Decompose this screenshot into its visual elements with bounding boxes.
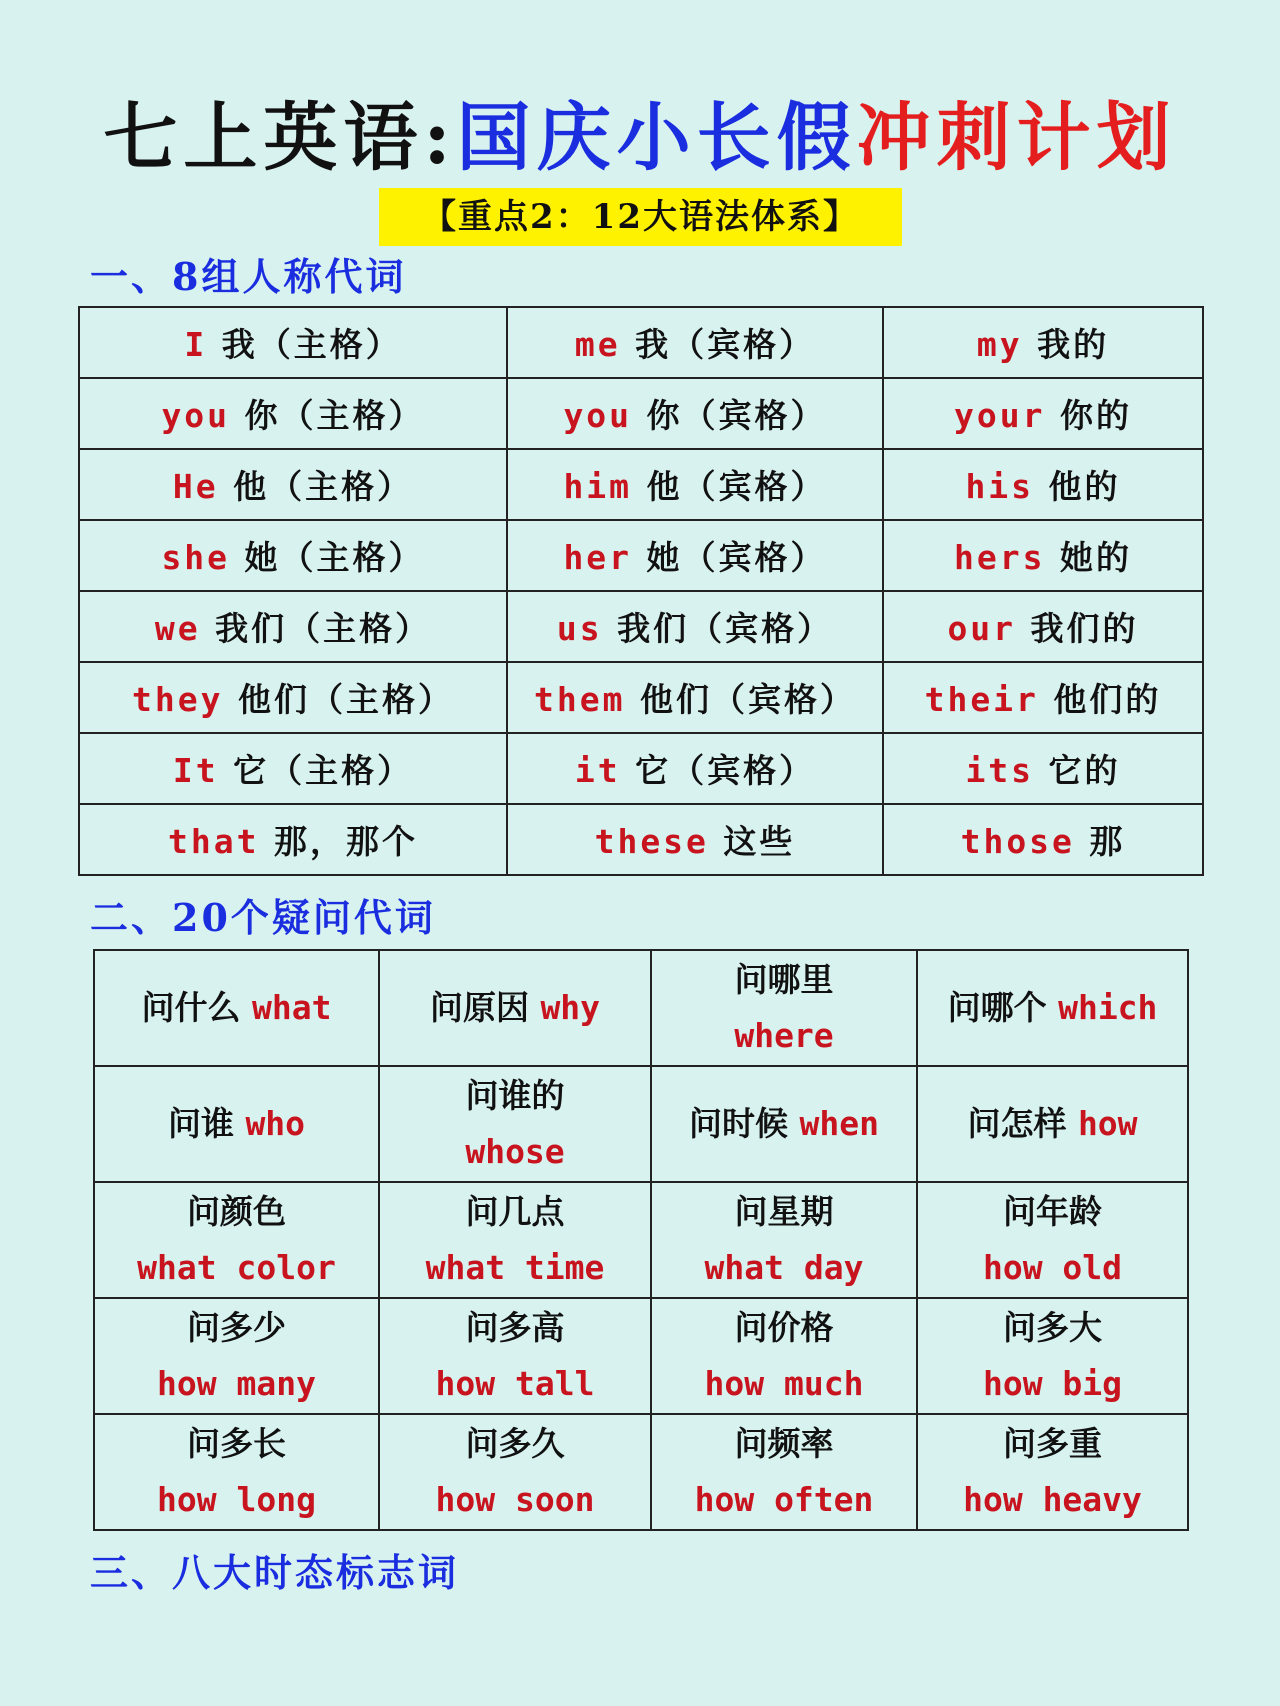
question-english: where	[734, 1016, 834, 1055]
table-row	[79, 449, 1203, 520]
pronoun-chinese: 那，那个	[273, 822, 418, 861]
pronoun-english: my	[976, 325, 1023, 364]
pronoun-chinese: 她（主格）	[244, 538, 425, 577]
table-row	[79, 733, 1203, 804]
question-chinese: 问多久	[465, 1424, 565, 1463]
section-heading-question-words: 二、20个疑问代词	[90, 895, 436, 940]
pronoun-english: our	[947, 609, 1017, 648]
pronoun-chinese: 他们（主格）	[237, 680, 454, 719]
pronoun-chinese: 他（宾格）	[646, 467, 827, 506]
title-part-black: 七上英语:	[103, 95, 457, 181]
question-chinese: 问多长	[187, 1424, 286, 1463]
pronoun-chinese: 我们的	[1030, 609, 1139, 648]
question-english: what day	[704, 1248, 864, 1287]
pronoun-chinese: 你（主格）	[244, 396, 425, 435]
question-word-cell	[379, 1066, 651, 1182]
question-chinese: 问多高	[465, 1308, 565, 1347]
table-row	[94, 950, 1188, 1066]
section-heading-pronouns: 一、8组人称代词	[90, 254, 407, 299]
question-word-cell	[94, 1414, 379, 1530]
question-english: how many	[157, 1364, 316, 1403]
pronoun-cell	[79, 520, 507, 591]
pronoun-cell	[507, 804, 883, 875]
question-chinese: 问时候	[689, 1104, 788, 1143]
pronoun-english: us	[556, 609, 603, 648]
pronoun-chinese: 他们的	[1053, 680, 1162, 719]
question-chinese: 问价格	[734, 1308, 834, 1347]
pronoun-chinese: 那	[1089, 822, 1126, 861]
pronoun-chinese: 他（主格）	[233, 467, 414, 506]
pronoun-english: it	[574, 751, 621, 790]
table-row	[79, 307, 1203, 378]
pronoun-cell	[883, 449, 1203, 520]
question-word-cell	[651, 1414, 917, 1530]
pronoun-english: He	[172, 467, 219, 506]
table-row	[94, 1066, 1188, 1182]
question-chinese: 问几点	[465, 1192, 565, 1231]
pronoun-chinese: 它（主格）	[233, 751, 414, 790]
pronoun-cell	[507, 591, 883, 662]
pronoun-cell	[507, 662, 883, 733]
question-chinese: 问多少	[187, 1308, 286, 1347]
question-word-cell	[917, 1066, 1188, 1182]
question-english: how long	[157, 1480, 316, 1519]
question-english: how much	[704, 1364, 864, 1403]
question-english: how often	[694, 1480, 874, 1519]
pronoun-english: them	[534, 680, 626, 719]
question-english: what time	[425, 1248, 605, 1287]
pronoun-cell	[79, 662, 507, 733]
pronoun-cell	[883, 378, 1203, 449]
question-english: how tall	[435, 1364, 595, 1403]
question-english: how old	[982, 1248, 1123, 1287]
title-part-red: 冲刺计划	[856, 95, 1177, 181]
question-chinese: 问哪里	[734, 960, 834, 999]
question-chinese: 问什么	[141, 988, 241, 1027]
title-part-blue: 国庆小长假	[456, 95, 857, 181]
pronoun-chinese: 他的	[1048, 467, 1121, 506]
question-chinese: 问原因	[429, 988, 529, 1027]
pronoun-cell	[79, 378, 507, 449]
pronoun-cell	[507, 449, 883, 520]
pronoun-chinese: 这些	[723, 822, 796, 861]
pronoun-english: her	[563, 538, 633, 577]
pronoun-english: she	[161, 538, 231, 577]
pronoun-chinese: 他们（宾格）	[639, 680, 856, 719]
pronoun-english: those	[960, 822, 1075, 861]
question-word-cell	[94, 950, 379, 1066]
pronoun-cell	[883, 662, 1203, 733]
pronoun-cell	[79, 591, 507, 662]
question-chinese: 问多重	[1003, 1424, 1102, 1463]
pronoun-chinese: 我（主格）	[221, 325, 402, 364]
pronoun-english: you	[563, 396, 633, 435]
question-word-cell	[651, 950, 917, 1066]
pronoun-chinese: 她（宾格）	[646, 538, 827, 577]
question-word-cell	[94, 1066, 379, 1182]
question-english: how soon	[435, 1480, 595, 1519]
section-heading-tense-markers: 三、八大时态标志词	[90, 1550, 460, 1595]
pronoun-english: we	[154, 609, 201, 648]
pronoun-english: they	[132, 680, 224, 719]
pronoun-cell	[883, 520, 1203, 591]
table-row	[94, 1414, 1188, 1530]
question-word-cell	[379, 1414, 651, 1530]
question-chinese: 问哪个	[947, 988, 1047, 1027]
question-chinese: 问谁	[167, 1104, 234, 1143]
question-word-cell	[917, 1298, 1188, 1414]
question-chinese: 问年龄	[1003, 1192, 1102, 1231]
pronoun-english: him	[563, 467, 633, 506]
question-word-cell	[651, 1298, 917, 1414]
table-row	[79, 378, 1203, 449]
pronoun-english: these	[594, 822, 709, 861]
table-row	[79, 520, 1203, 591]
question-english: what color	[137, 1248, 336, 1287]
question-chinese: 问星期	[734, 1192, 834, 1231]
question-chinese: 问频率	[734, 1424, 834, 1463]
question-english: when	[799, 1104, 879, 1143]
question-chinese: 问多大	[1003, 1308, 1102, 1347]
pronoun-english: me	[574, 325, 621, 364]
question-word-cell	[917, 1182, 1188, 1298]
pronoun-cell	[79, 733, 507, 804]
pronoun-english: his	[965, 467, 1035, 506]
table-row	[79, 591, 1203, 662]
pronoun-cell	[507, 520, 883, 591]
question-word-cell	[379, 1298, 651, 1414]
question-english: how	[1077, 1104, 1138, 1143]
question-word-cell	[94, 1182, 379, 1298]
pronoun-chinese: 它的	[1048, 751, 1121, 790]
question-english: how heavy	[963, 1480, 1142, 1519]
pronoun-english: its	[965, 751, 1035, 790]
pronoun-english: hers	[954, 538, 1046, 577]
question-word-cell	[379, 1182, 651, 1298]
question-chinese: 问怎样	[967, 1104, 1067, 1143]
pronoun-cell	[79, 804, 507, 875]
pronoun-chinese: 它（宾格）	[635, 751, 816, 790]
pronoun-english: It	[172, 751, 219, 790]
question-word-cell	[917, 950, 1188, 1066]
pronoun-cell	[883, 307, 1203, 378]
pronoun-cell	[507, 733, 883, 804]
question-chinese: 问颜色	[187, 1192, 286, 1231]
question-english: why	[540, 988, 601, 1027]
pronoun-chinese: 我们（宾格）	[617, 609, 834, 648]
table-row	[94, 1298, 1188, 1414]
pronoun-english: you	[161, 396, 231, 435]
pronoun-cell	[79, 449, 507, 520]
question-chinese: 问谁的	[465, 1076, 565, 1115]
pronoun-cell	[883, 733, 1203, 804]
pronoun-english: your	[954, 396, 1046, 435]
question-word-cell	[917, 1414, 1188, 1530]
question-word-table	[93, 949, 1189, 1531]
pronoun-cell	[79, 307, 507, 378]
pronoun-cell	[883, 591, 1203, 662]
question-english: which	[1058, 988, 1158, 1027]
question-english: what	[252, 988, 332, 1027]
pronoun-chinese: 我们（主格）	[215, 609, 432, 648]
table-row	[79, 804, 1203, 875]
table-row	[79, 662, 1203, 733]
pronoun-chinese: 我的	[1037, 325, 1110, 364]
question-word-cell	[94, 1298, 379, 1414]
pronoun-cell	[507, 378, 883, 449]
question-english: whose	[465, 1132, 565, 1171]
question-english: who	[245, 1104, 306, 1143]
question-word-cell	[379, 950, 651, 1066]
page-title	[0, 88, 1280, 188]
question-word-cell	[651, 1066, 917, 1182]
pronoun-cell	[507, 307, 883, 378]
pronoun-chinese: 你的	[1059, 396, 1132, 435]
pronoun-english: I	[184, 325, 208, 364]
personal-pronoun-table	[78, 306, 1204, 876]
pronoun-cell	[883, 804, 1203, 875]
subtitle-banner: 【重点2：12大语法体系】	[379, 188, 902, 246]
question-word-cell	[651, 1182, 917, 1298]
pronoun-english: their	[924, 680, 1039, 719]
question-english: how big	[982, 1364, 1123, 1403]
pronoun-chinese: 你（宾格）	[646, 396, 827, 435]
table-row	[94, 1182, 1188, 1298]
pronoun-chinese: 我（宾格）	[635, 325, 816, 364]
pronoun-english: that	[168, 822, 260, 861]
pronoun-chinese: 她的	[1059, 538, 1132, 577]
